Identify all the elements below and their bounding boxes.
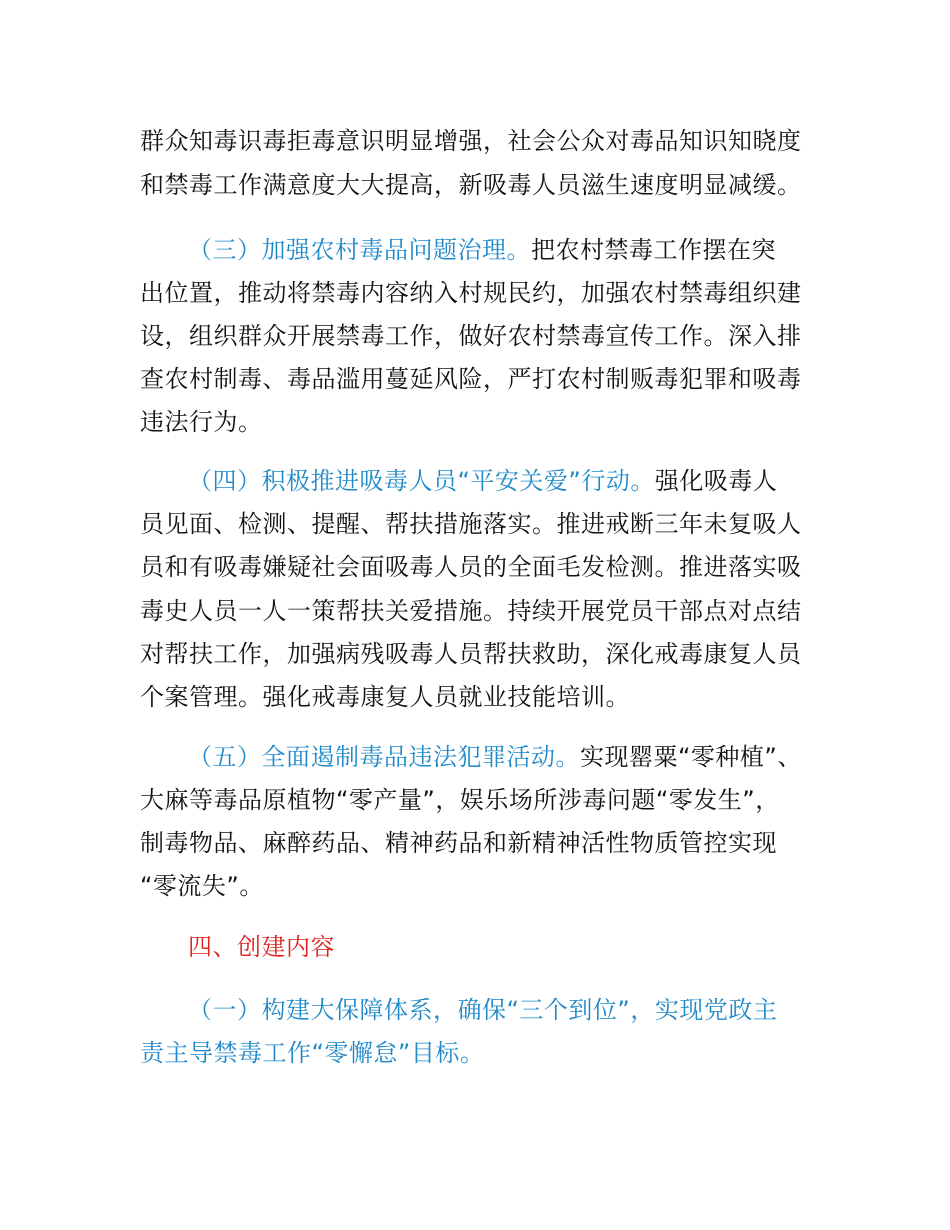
paragraph-line: 和禁毒工作满意度大大提高，新吸毒人员滋生速度明显减缓。	[140, 171, 802, 199]
paragraph-line: 员和有吸毒嫌疑社会面吸毒人员的全面毛发检测。推进落实吸	[140, 553, 802, 581]
paragraph-text: 强化吸毒人	[654, 467, 778, 495]
paragraph-line: 大麻等毒品原植物“零产量”，娱乐场所涉毒问题“零发生”，	[140, 786, 780, 814]
paragraph-first-line	[188, 228, 878, 272]
section-heading: 四、创建内容	[188, 933, 335, 961]
paragraph-line: “零流失”。	[140, 872, 264, 900]
paragraph-line: 出位置，推动将禁毒内容纳入村规民约，加强农村禁毒组织建	[140, 279, 802, 307]
subheading-line: 责主导禁毒工作“零懈怠”目标。	[140, 1039, 485, 1067]
paragraph-line: 毒史人员一人一策帮扶关爱措施。持续开展党员干部点对点结	[140, 597, 802, 625]
paragraph-line: 违法行为。	[140, 408, 263, 436]
subheading-rural-drug-governance: （三）加强农村毒品问题治理。	[188, 236, 531, 264]
paragraph-line: 设，组织群众开展禁毒工作，做好农村禁毒宣传工作。深入排	[140, 322, 802, 350]
paragraph-first-line	[188, 735, 878, 779]
paragraph-text: 实现罂粟“零种植”、	[580, 743, 802, 771]
paragraph-first-line	[188, 459, 878, 503]
subheading-curb-drug-crime: （五）全面遏制毒品违法犯罪活动。	[188, 743, 580, 771]
paragraph-text: 把农村禁毒工作摆在突	[531, 236, 776, 264]
paragraph-line: 制毒物品、麻醉药品、精神药品和新精神活性物质管控实现	[140, 829, 777, 857]
paragraph-line: 个案管理。强化戒毒康复人员就业技能培训。	[140, 683, 630, 711]
paragraph-line: 群众知毒识毒拒毒意识明显增强，社会公众对毒品知识知晓度	[140, 127, 802, 155]
paragraph-line: 查农村制毒、毒品滥用蔓延风险，严打农村制贩毒犯罪和吸毒	[140, 365, 802, 393]
paragraph-line: 对帮扶工作，加强病残吸毒人员帮扶救助，深化戒毒康复人员	[140, 640, 802, 668]
paragraph-line: 员见面、检测、提醒、帮扶措施落实。推进戒断三年未复吸人	[140, 510, 802, 538]
subheading-line: （一）构建大保障体系，确保“三个到位”，实现党政主	[188, 996, 778, 1024]
subheading-peace-care-action: （四）积极推进吸毒人员“平安关爱”行动。	[188, 467, 655, 495]
